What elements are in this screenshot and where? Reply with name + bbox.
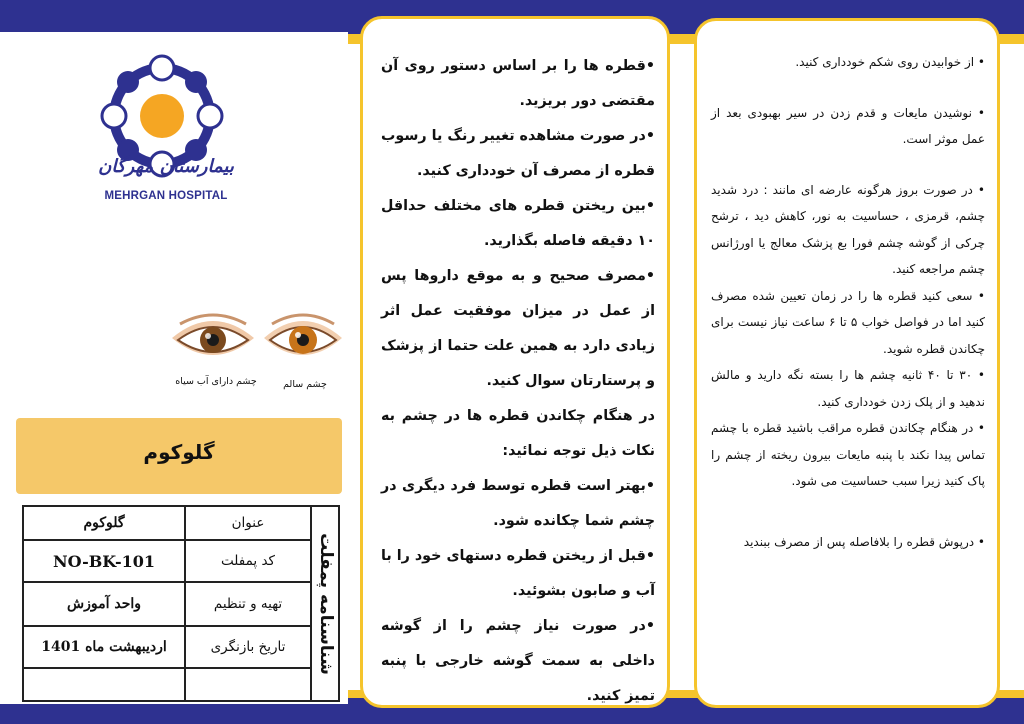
spacer <box>711 153 985 177</box>
spacer <box>711 76 985 100</box>
pamphlet-id-table <box>22 505 340 702</box>
mid-paragraph-6: •بهتر است قطره توسط فرد دیگری در چشم شما چکانده شود. <box>381 478 655 529</box>
right-paragraph-2: • نوشیدن مایعات و قدم زدن در سیر بهبودی بعد از عمل موثر است. <box>711 105 985 146</box>
id-row-author-value: واحد آموزش <box>24 583 184 627</box>
mid-paragraph-5: در هنگام چکاندن قطره ها در چشم به نکات ذیل توجه نمائید: <box>381 408 655 459</box>
right-paragraph-7: • درپوش قطره را بلافاصله پس از مصرف ببندید <box>743 534 985 549</box>
right-paragraph-4: • سعی کنید قطره ها را در زمان تعیین شده مصرف کنید اما در فواصل خواب ۵ تا ۶ ساعت نیاز نیست برای چکاندن قطره شوید. <box>711 288 985 356</box>
middle-instructions-card <box>360 16 670 708</box>
id-row-title-key: عنوان <box>184 507 310 541</box>
id-row-revision-key: تاریخ بازنگری <box>184 627 310 669</box>
right-paragraph-1: • از خوابیدن روی شکم خودداری کنید. <box>795 55 985 69</box>
mid-paragraph-2: •در صورت مشاهده تغییر رنگ یا رسوب قطره از مصرف آن خودداری کنید. <box>381 128 655 179</box>
id-row-code-key: کد پمفلت <box>184 541 310 583</box>
id-row-empty-value <box>24 669 184 700</box>
right-paragraph-6: • در هنگام چکاندن قطره مراقب باشید قطره با چشم تماس پیدا نکند با پنبه مایعات بیرون ریخته از چشم را پاک کنید زیرا سبب حساسیت می شود. <box>711 421 985 488</box>
page-title: گلوکوم <box>143 440 215 464</box>
hospital-name-en: MEHRGAN HOSPITAL <box>104 190 228 202</box>
mid-paragraph-7: •قبل از ریختن قطره دستهای خود را با آب و صابون بشوئید. <box>381 548 655 599</box>
healthy-eye-image <box>262 308 344 370</box>
right-instructions-card <box>694 18 1000 708</box>
id-table-vertical-label <box>310 507 340 700</box>
glaucoma-eye-image <box>170 308 256 370</box>
glaucoma-eye-caption: چشم دارای آب سیاه <box>175 376 257 387</box>
title-banner <box>16 418 342 494</box>
id-row-code-value: NO-BK-101 <box>24 541 184 583</box>
mid-paragraph-3: •بین ریختن قطره های مختلف حداقل ۱۰ دقیقه فاصله بگذارید. <box>381 198 655 249</box>
right-paragraph-3: • در صورت بروز هرگونه عارضه ای مانند : درد شدید چشم، قرمزی ، حساسیت به نور، کاهش دید ، ترشح چرکی از گوشه چشم فورا بع پزشک معالج یا اورژانس چشم مراجعه کنید. <box>711 182 985 276</box>
id-row-empty-key <box>184 669 310 700</box>
id-table-vertical-label-text: شناسنامه پمفلت <box>316 532 336 675</box>
id-row-author-key: تهیه و تنظیم <box>184 583 310 627</box>
spacer <box>711 495 985 529</box>
id-row-revision-value: اردیبهشت ماه 1401 <box>24 627 184 669</box>
id-row-title-value: گلوکوم <box>24 507 184 541</box>
hospital-name-fa: بیمارستان مهرگان <box>98 156 234 177</box>
mid-paragraph-1: •قطره ها را بر اساس دستور روی آن مقتضی دور بریزید. <box>381 58 655 109</box>
mid-paragraph-4: •مصرف صحیح و به موقع داروها پس از عمل در میزان موفقیت عمل اثر زیادی دارد به همین علت حتما از پزشک و پرستارتان سوال کنید. <box>381 268 655 389</box>
right-paragraph-5: • ۳۰ تا ۴۰ ثانیه چشم ها را بسته نگه دارید و مالش ندهید و از پلک زدن خودداری کنید. <box>711 368 986 409</box>
mid-paragraph-8: •در صورت نیاز چشم را از گوشه داخلی به سمت گوشه خارجی با پنبه تمیز کنید. <box>381 618 655 704</box>
healthy-eye-caption: چشم سالم <box>283 379 327 390</box>
